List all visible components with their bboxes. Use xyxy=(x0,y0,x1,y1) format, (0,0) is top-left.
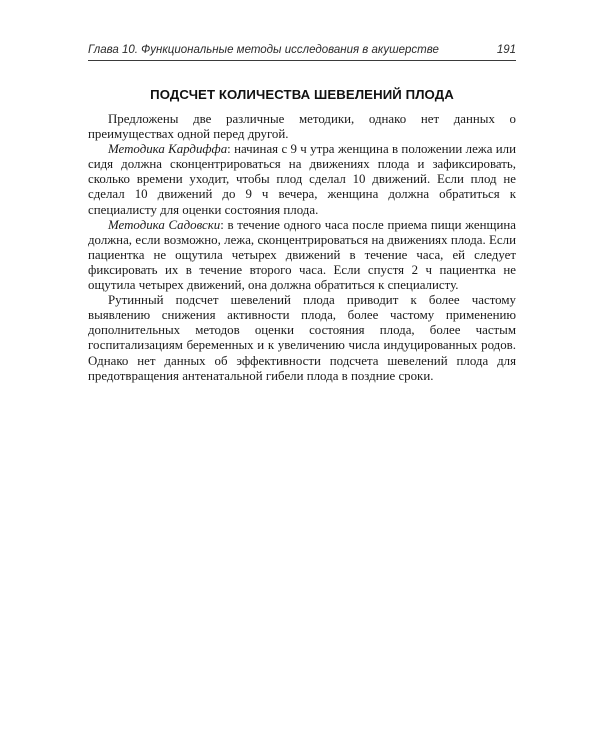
section-title: ПОДСЧЕТ КОЛИЧЕСТВА ШЕВЕЛЕНИЙ ПЛОДА xyxy=(150,87,454,102)
page-number: 191 xyxy=(496,44,516,56)
intro-paragraph: Предложены две различные методики, однако нет данных о преимуществах одной перед другой. xyxy=(88,112,516,142)
routine-counting-paragraph: Рутинный подсчет шевелений плода приводит к более частому выявлению снижения активности плода, более частому применению дополнительных методов оценки состояния плода, более частым госпитализациям беременных и к увеличению числа индуцированных родов. Однако нет данных об эффективности подсчета шевелений плода для предотвращения антенатальной гибели плода в поздние сроки. xyxy=(88,293,516,383)
cardiff-method-text: : начиная с 9 ч утра женщина в положении лежа или сидя должна сконцентрироваться на движениях плода и зафиксировать, сколько времени уходит, чтобы плод сделал 10 движений. Если плод не сделал 10 движений до 9 ч вечера, женщина должна обратиться к специалисту для оценки состояния плода. xyxy=(88,142,516,217)
chapter-title: Глава 10. Функциональные методы исследования в акушерстве xyxy=(88,44,439,56)
cardiff-method-paragraph xyxy=(88,142,516,217)
sadovsky-method-name: Методика Садовски xyxy=(108,217,221,232)
cardiff-method-name: Методика Кардиффа xyxy=(108,142,228,157)
sadovsky-method-paragraph xyxy=(88,218,516,293)
sadovsky-method-text: : в течение одного часа после приема пищи женщина должна, если возможно, лежа, сконцентрироваться на движениях плода. Если пациентка не ощутила четырех движений в течение часа, ей следует фиксировать их в течение второго часа. Если спустя 2 ч пациентка не ощутила четырех движений, она должна обратиться к специалисту. xyxy=(88,217,516,293)
running-header xyxy=(88,44,516,61)
section-body xyxy=(88,112,516,384)
book-page xyxy=(88,44,516,384)
